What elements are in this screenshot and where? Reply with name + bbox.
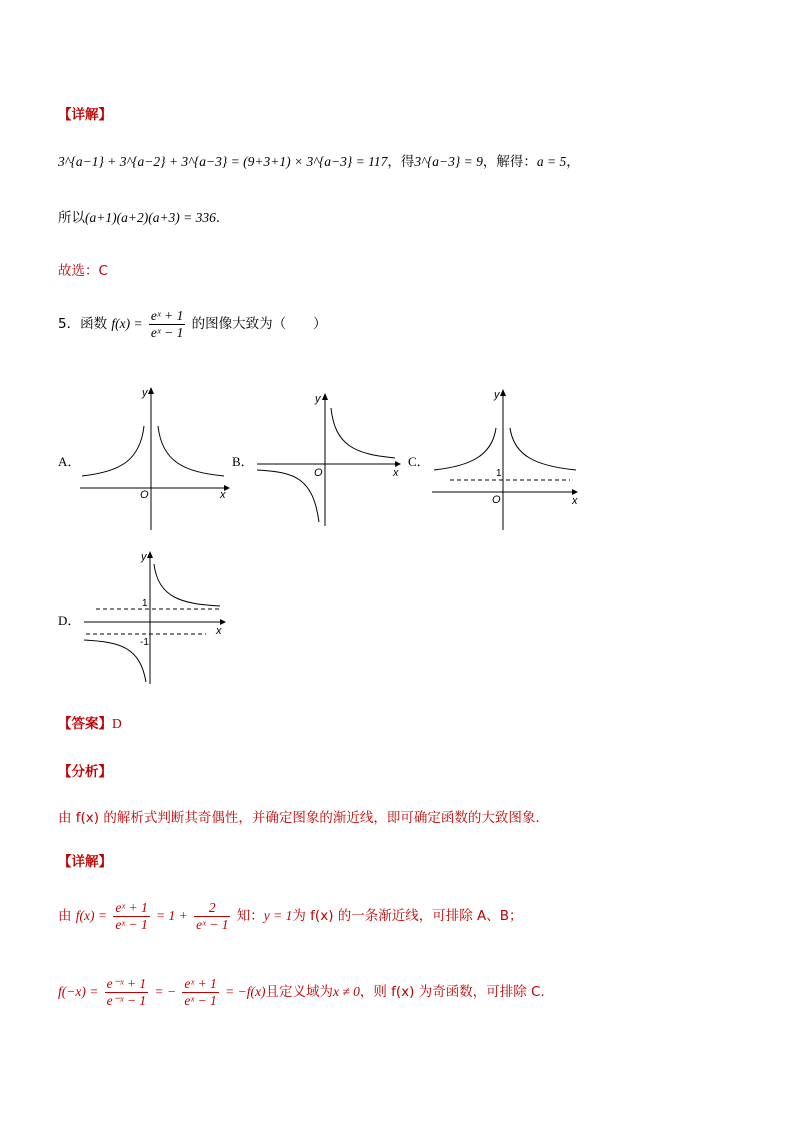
- answer-value: D: [112, 716, 122, 731]
- y-label: y: [142, 387, 148, 399]
- curve-left: [82, 426, 144, 476]
- y-axis-arrow: [148, 387, 154, 394]
- detail-line-1: [58, 900, 523, 933]
- fraction-denominator: eˣ − 1: [196, 917, 229, 932]
- equation-a: a = 5: [536, 154, 567, 169]
- curve-right: [154, 564, 220, 606]
- text-separator: ，得: [387, 154, 415, 170]
- equation-middle: = 1 +: [156, 908, 188, 923]
- solution-line-2: [58, 206, 220, 226]
- fraction-1: [113, 900, 149, 933]
- option-b-label[interactable]: B．: [232, 454, 254, 469]
- y-axis-arrow: [500, 389, 506, 396]
- equation-domain: x ≠ 0: [332, 984, 360, 999]
- text-domain: 且定义域为: [265, 984, 333, 1000]
- y-label: y: [315, 393, 321, 405]
- curve-right: [331, 408, 395, 458]
- question-suffix: 的图像大致为（ ）: [191, 316, 327, 332]
- curve-left: [84, 640, 146, 682]
- text-know: 知：: [236, 908, 264, 924]
- equation-rhs: = −f(x): [225, 984, 266, 999]
- fraction-numerator: eˣ + 1: [115, 900, 148, 915]
- answer-line: [58, 712, 122, 732]
- y-axis-arrow: [147, 551, 153, 558]
- tick-1-label: 1: [142, 598, 148, 609]
- fraction-denominator: eˣ − 1: [115, 917, 148, 932]
- function-lhs: f(−x) =: [58, 984, 99, 999]
- text-end: ，: [566, 154, 580, 170]
- curve-right: [158, 426, 224, 476]
- option-d-graph[interactable]: [82, 548, 232, 686]
- fraction-numerator: e⁻ˣ + 1: [106, 976, 147, 991]
- y-label: y: [141, 551, 147, 563]
- tick-minus-1-label: -1: [140, 637, 149, 648]
- equation-product: (a+1)(a+2)(a+3) = 336: [85, 210, 216, 225]
- x-label: x: [216, 625, 222, 637]
- equation-middle: = −: [154, 984, 177, 999]
- x-label: x: [572, 495, 578, 507]
- detail-tag: 【详解】: [58, 854, 112, 870]
- previous-answer: 故选：C: [58, 263, 108, 279]
- equation-asymptote: y = 1: [263, 908, 293, 923]
- tick-1-label: 1: [496, 468, 502, 479]
- curve-right: [510, 428, 576, 470]
- solution-line-1: [58, 150, 580, 170]
- option-d-label[interactable]: D．: [58, 613, 81, 628]
- text-end: .: [215, 210, 221, 226]
- origin-label: O: [492, 494, 501, 506]
- text-prefix: 所以: [58, 210, 85, 226]
- question-number: 5．函数: [58, 316, 108, 332]
- detail-line-2: [58, 976, 545, 1009]
- fraction-1: [105, 976, 149, 1009]
- text-separator: ，解得：: [482, 154, 537, 170]
- text-conclusion: 为 f(x) 的一条渐近线，可排除 A、B；: [292, 908, 523, 924]
- function-lhs: f(x) =: [111, 316, 143, 331]
- y-axis-arrow: [322, 393, 328, 400]
- option-a-graph[interactable]: [78, 384, 230, 532]
- analysis-text: 由 f(x) 的解析式判断其奇偶性，并确定图象的渐近线，即可确定函数的大致图象.: [58, 810, 540, 826]
- option-b-graph[interactable]: [255, 390, 405, 528]
- fraction-2: [182, 976, 218, 1009]
- fraction-numerator: 2: [194, 900, 230, 917]
- origin-label: O: [140, 489, 149, 501]
- fraction-numerator: eˣ + 1: [184, 976, 217, 991]
- function-lhs: f(x) =: [75, 908, 108, 923]
- answer-tag: 【答案】: [58, 716, 112, 732]
- fraction-numerator: eˣ + 1: [150, 308, 184, 323]
- option-c-graph[interactable]: [430, 386, 582, 532]
- x-label: x: [220, 489, 226, 501]
- curve-left: [434, 428, 496, 470]
- fraction-2: [194, 900, 230, 933]
- option-c-label[interactable]: C．: [408, 454, 430, 469]
- analysis-tag: 【分析】: [58, 764, 112, 780]
- text-prefix: 由: [58, 908, 72, 924]
- equation-power: 3^{a−3} = 9: [414, 154, 483, 169]
- fraction-denominator: eˣ − 1: [184, 993, 217, 1008]
- option-a-label[interactable]: A．: [58, 454, 81, 469]
- equation-sum: 3^{a−1} + 3^{a−2} + 3^{a−3} = (9+3+1) × 3^{a−3} = 117: [58, 154, 388, 169]
- function-fraction: [149, 308, 185, 341]
- curve-left: [257, 470, 319, 522]
- fraction-denominator: e⁻ˣ − 1: [106, 993, 147, 1008]
- origin-label: O: [314, 467, 323, 479]
- y-label: y: [494, 389, 500, 401]
- question-5: [58, 308, 327, 341]
- detail-tag: 【详解】: [58, 107, 112, 123]
- text-conclusion: ，则 f(x) 为奇函数，可排除 C.: [359, 984, 545, 1000]
- x-label: x: [393, 467, 399, 479]
- fraction-denominator: eˣ − 1: [150, 325, 184, 340]
